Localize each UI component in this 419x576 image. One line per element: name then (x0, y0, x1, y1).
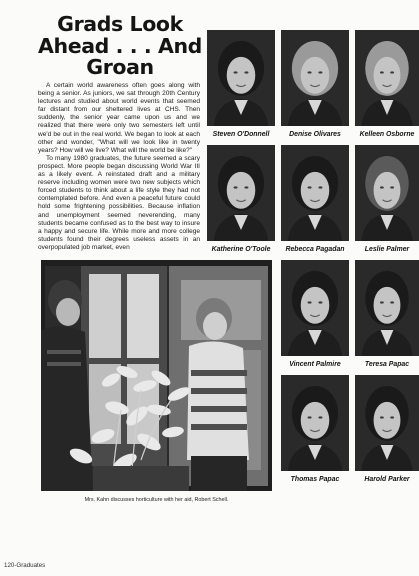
portrait-name: Kelleen Osborne (359, 131, 415, 138)
portrait-photo (207, 30, 275, 126)
portrait-photo (281, 260, 349, 356)
page-folio: 120-Graduates (4, 562, 46, 569)
portrait-photo (355, 145, 419, 241)
headline-line-3: Groan (86, 55, 154, 79)
portrait-name: Harold Parker (364, 476, 410, 483)
portrait-name: Rebecca Pagadan (285, 246, 345, 253)
headline (36, 14, 204, 79)
headline-line-1: Grads Look (57, 12, 183, 36)
portrait-photo (281, 30, 349, 126)
portrait-photo (355, 30, 419, 126)
portrait-photo (281, 375, 349, 471)
portrait-name: Leslie Palmer (364, 246, 410, 253)
portrait-name: Katherine O'Toole (211, 246, 271, 253)
article-paragraph: To many 1980 graduates, the future seemed a scary prospect. More people began discussing World War III as a likely event. A reinstated draft and a military reserve including women were two new subjects which forced students to think about a life style they had not contemplated before. And even a peaceful future could hold some frightening possibilities. Because inflation and unemployment seemed neverending, many students became confused as to the best way to insure a happy and secure life. While more and more college students found their degrees useless assets in an overpopulated job market, even (38, 154, 200, 251)
article-body (38, 82, 200, 252)
portrait-photo (281, 145, 349, 241)
portrait-name: Thomas Papac (290, 476, 340, 483)
portrait-name: Teresa Papac (364, 361, 410, 368)
portrait-name: Denise Olivares (289, 131, 341, 138)
photo-caption: Mrs. Kahn discusses horticulture with her aid, Robert Schell. (84, 497, 229, 503)
headline-line-2: Ahead . . . And (38, 33, 202, 58)
portrait-name: Vincent Palmire (289, 361, 341, 368)
portrait-photo (355, 375, 419, 471)
portrait-name: Steven O'Donnell (212, 131, 270, 138)
portrait-photo (355, 260, 419, 356)
article-paragraph: A certain world awareness often goes along with being a senior. As juniors, we sat through 20th Century lectures and studied about world events that seemed far distant from our sheltered lives at CHS. Then suddenly, the senior year came upon us and we realized that there were only two semesters left until we'd be out in the real world. We began to look at each other and wonder, "What will we look like in twenty years? How will we live? What will the world be like?" (38, 82, 200, 154)
candid-photo (41, 260, 272, 491)
portrait-photo (207, 145, 275, 241)
